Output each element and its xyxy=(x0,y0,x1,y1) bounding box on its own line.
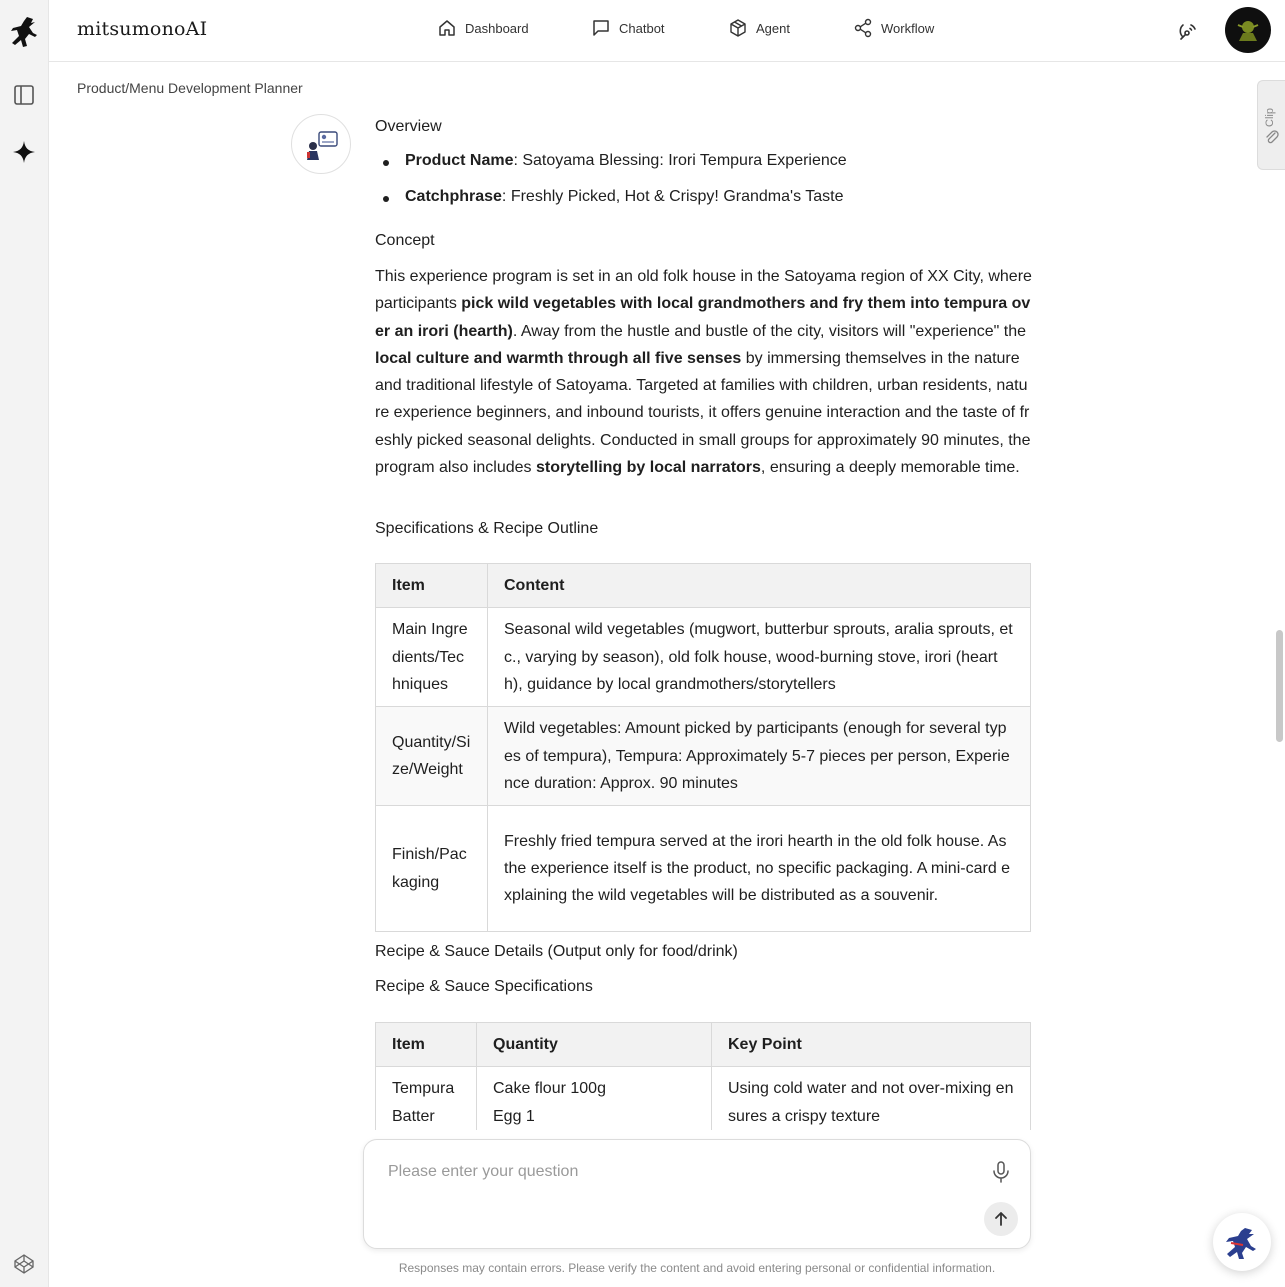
concept-paragraph xyxy=(375,263,1032,481)
clip-label: Clip xyxy=(1264,108,1276,127)
concept-text: This experience program is set in an old folk house in the Satoyama region of XX City, where participants xyxy=(375,268,1032,313)
concept-text: , ensuring a deeply memorable time. xyxy=(760,459,1020,477)
table-cell xyxy=(477,1067,712,1130)
disclaimer-text: Responses may contain errors. Please verify the content and avoid entering personal or confidential information. xyxy=(398,1261,996,1275)
question-input-box[interactable] xyxy=(363,1139,1031,1249)
table-row xyxy=(376,806,1031,932)
arrow-up-icon xyxy=(992,1210,1010,1228)
product-name-label: Product Name xyxy=(405,152,514,169)
table-cell: Using cold water and not over-mixing ensures a crispy texture xyxy=(712,1067,1031,1130)
ninja-mascot-icon xyxy=(1223,1223,1261,1261)
concept-bold: storytelling by local narrators xyxy=(535,459,761,477)
left-rail xyxy=(0,0,49,1287)
ninja-logo-icon[interactable] xyxy=(8,16,40,48)
chat-icon xyxy=(591,18,611,38)
table-cell: Main Ingredients/Techniques xyxy=(376,608,488,707)
quantity-line: Egg 1 xyxy=(493,1107,535,1125)
catchphrase-value: : Freshly Picked, Hot & Crispy! Grandma's Taste xyxy=(501,188,844,205)
share-icon xyxy=(853,18,873,38)
nav-chatbot[interactable] xyxy=(591,18,665,38)
table-cell: Seasonal wild vegetables (mugwort, butterbur sprouts, aralia sprouts, etc., varying by season), old folk house, wood-burning stove, irori (hearth), guidance by local grandmothers/storytellers xyxy=(488,608,1031,707)
table-cell: Quantity/Size/Weight xyxy=(376,707,488,806)
concept-heading: Concept xyxy=(375,232,435,249)
table-header: Quantity xyxy=(477,1023,712,1067)
table-cell: Wild vegetables: Amount picked by participants (enough for several types of tempura), Tempura: Approximately 5-7 pieces per person, Experience duration: Approx. 90 minutes xyxy=(488,707,1031,806)
recipe-table xyxy=(375,1022,1031,1130)
nav-label: Workflow xyxy=(881,20,935,36)
table-row xyxy=(376,608,1031,707)
recipe-table-viewport xyxy=(375,1022,1032,1130)
product-name-value: : Satoyama Blessing: Irori Tempura Experience xyxy=(513,152,847,169)
table-cell: Tempura Batter xyxy=(376,1067,477,1130)
nav-agent[interactable] xyxy=(728,18,790,38)
concept-bold: local culture and warmth through all five senses xyxy=(375,349,742,367)
nav-label: Agent xyxy=(756,20,790,36)
sidebar-toggle-icon[interactable] xyxy=(8,79,40,111)
recipe-spec-heading: Recipe & Sauce Specifications xyxy=(375,978,593,995)
table-cell: Freshly fried tempura served at the irori hearth in the old folk house. As the experience itself is the product, no specific packaging. A mini-card explaining the wild vegetables will be distributed as a souvenir. xyxy=(488,806,1031,932)
concept-text: . Away from the hustle and bustle of the city, visitors will "experience" the xyxy=(512,322,1027,340)
recipe-heading: Recipe & Sauce Details (Output only for food/drink) xyxy=(375,943,738,960)
quantity-line: Cake flour 100g xyxy=(493,1080,606,1098)
send-button[interactable] xyxy=(984,1202,1018,1236)
concept-bold: pick wild vegetables with local grandmothers and fry them into tempura over an irori (hearth) xyxy=(375,295,1031,340)
table-header-row xyxy=(376,1023,1031,1067)
home-icon xyxy=(437,18,457,38)
table-cell: Finish/Packaging xyxy=(376,806,488,932)
question-input-placeholder[interactable]: Please enter your question xyxy=(388,1163,579,1180)
breadcrumb: Product/Menu Development Planner xyxy=(77,80,303,96)
spec-table xyxy=(375,563,1031,932)
sparkle-icon[interactable] xyxy=(8,136,40,168)
codepen-icon[interactable] xyxy=(8,1248,40,1280)
table-header-row xyxy=(376,564,1031,608)
nav-dashboard[interactable] xyxy=(437,18,529,38)
table-header: Item xyxy=(376,1023,477,1067)
user-avatar[interactable] xyxy=(1225,7,1271,53)
cube-icon xyxy=(728,18,748,38)
table-row xyxy=(376,1067,1031,1130)
product-name-item xyxy=(405,152,847,170)
spec-heading: Specifications & Recipe Outline xyxy=(375,520,599,537)
nav-label: Chatbot xyxy=(619,20,665,36)
overview-heading: Overview xyxy=(375,118,442,135)
top-bar xyxy=(49,0,1285,62)
catchphrase-item xyxy=(405,188,843,206)
nav-workflow[interactable] xyxy=(853,18,934,38)
catchphrase-label: Catchphrase xyxy=(405,188,502,205)
assistant-fab-button[interactable] xyxy=(1213,1213,1271,1271)
assistant-avatar xyxy=(291,114,351,174)
scrollbar-thumb[interactable] xyxy=(1276,630,1283,742)
table-header: Key Point xyxy=(712,1023,1031,1067)
concept-text: by immersing themselves in the nature and traditional lifestyle of Satoyama. Targeted at families with children, urban residents, nature experience beginners, and inbound tourists, it offers genuine interaction and the taste of freshly picked seasonal delights. Conducted in small groups for approximately 90 minutes, the program also includes xyxy=(375,349,1031,477)
table-header: Content xyxy=(488,564,1031,608)
clip-tab[interactable] xyxy=(1257,80,1285,170)
table-row xyxy=(376,707,1031,806)
table-header: Item xyxy=(376,564,488,608)
nav-label: Dashboard xyxy=(465,20,529,36)
microphone-icon[interactable] xyxy=(988,1159,1014,1185)
brand-name: mitsumonoAI xyxy=(77,18,208,40)
broadcast-icon[interactable] xyxy=(1177,19,1201,43)
paperclip-icon xyxy=(1264,129,1280,145)
